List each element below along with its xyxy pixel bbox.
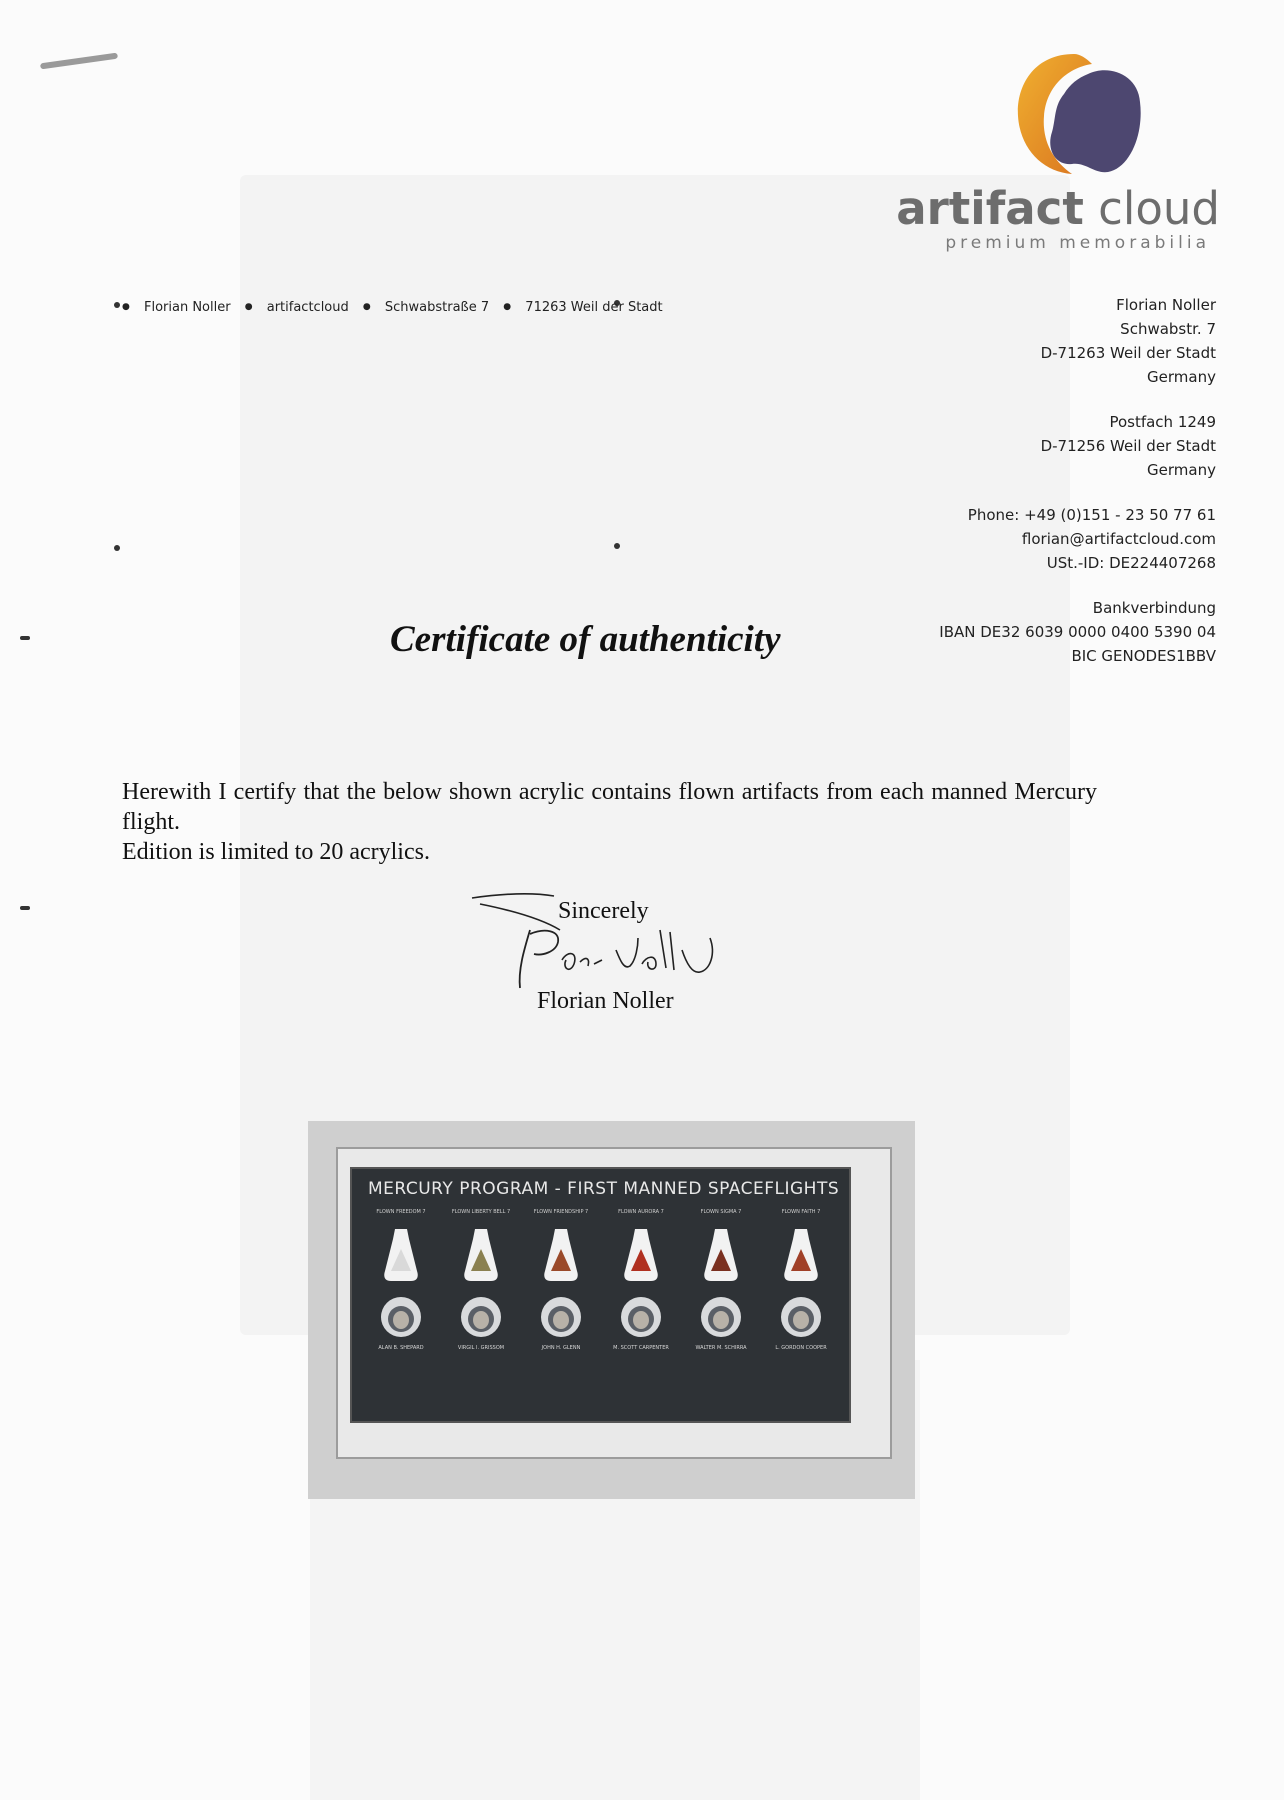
astronaut-portrait-icon (699, 1295, 743, 1339)
astronaut-name: VIRGIL I. GRISSOM (457, 1345, 505, 1351)
astronaut-portrait-icon (459, 1295, 503, 1339)
contact-country: Germany (1147, 368, 1216, 386)
contact-block (939, 293, 1216, 668)
astronaut-portrait-icon (379, 1295, 423, 1339)
contact-vat-id: USt.-ID: DE224407268 (1046, 554, 1216, 572)
acrylic-frame (336, 1147, 892, 1459)
company-logo (896, 45, 1220, 255)
scan-mark (20, 636, 30, 640)
scan-dot (114, 545, 120, 551)
sender-city: 71263 Weil der Stadt (525, 300, 663, 315)
sender-return-address: ● Florian Noller ● artifactcloud ● Schwabstraße 7 ● 71263 Weil der Stadt (122, 300, 663, 315)
flight-column (366, 1209, 436, 1352)
flight-label: FLOWN SIGMA 7 (700, 1209, 742, 1215)
mercury-plaque (350, 1167, 851, 1423)
contact-postbox-city: D-71256 Weil der Stadt (1040, 437, 1216, 455)
signer-name: Florian Noller (537, 988, 674, 1014)
contact-iban: IBAN DE32 6039 0000 0400 5390 04 (939, 623, 1216, 641)
capsule-icon (781, 1227, 821, 1283)
flight-label: FLOWN FREEDOM 7 (376, 1209, 426, 1215)
scan-smudge (40, 53, 118, 70)
flight-column (686, 1209, 756, 1352)
closing-text: Sincerely (558, 898, 649, 924)
astronaut-name: WALTER M. SCHIRRA (695, 1345, 747, 1351)
acrylic-photo (308, 1121, 915, 1499)
contact-city: D-71263 Weil der Stadt (1040, 344, 1216, 362)
flight-label: FLOWN FAITH 7 (781, 1209, 821, 1215)
astronaut-name: M. SCOTT CARPENTER (613, 1345, 669, 1351)
astronaut-portrait-icon (619, 1295, 663, 1339)
logo-tagline: premium memorabilia (945, 233, 1210, 253)
document-title: Certificate of authenticity (390, 619, 781, 660)
sender-company: artifactcloud (266, 300, 349, 315)
sender-street: Schwabstraße 7 (384, 300, 490, 315)
flight-column (446, 1209, 516, 1352)
flight-column (606, 1209, 676, 1352)
capsule-icon (701, 1227, 741, 1283)
edition-note: Edition is limited to 20 acrylics. (122, 839, 430, 865)
contact-name: Florian Noller (1116, 296, 1216, 314)
capsule-icon (541, 1227, 581, 1283)
logo-cloud-icon (1012, 50, 1152, 180)
flight-label: FLOWN AURORA 7 (618, 1209, 664, 1215)
astronaut-portrait-icon (779, 1295, 823, 1339)
certificate-body (122, 777, 1102, 867)
sender-name: Florian Noller (144, 300, 231, 315)
contact-postbox-country: Germany (1147, 461, 1216, 479)
astronaut-name: L. GORDON COOPER (775, 1345, 827, 1351)
astronaut-name: ALAN B. SHEPARD (378, 1345, 424, 1351)
certificate-statement: Herewith I certify that the below shown acrylic contains flown artifacts from each manned Mercury flight. (122, 779, 1097, 835)
scan-mark (20, 906, 30, 910)
capsule-icon (621, 1227, 661, 1283)
flight-column (526, 1209, 596, 1352)
contact-email: florian@artifactcloud.com (1021, 530, 1216, 548)
contact-bic: BIC GENODES1BBV (1071, 647, 1216, 665)
plaque-title: MERCURY PROGRAM - FIRST MANNED SPACEFLIGHTS (368, 1179, 840, 1199)
logo-wordmark: artifact cloud (896, 182, 1220, 235)
flight-label: FLOWN FRIENDSHIP 7 (533, 1209, 589, 1215)
contact-postbox: Postfach 1249 (1109, 413, 1216, 431)
flight-label: FLOWN LIBERTY BELL 7 (451, 1209, 511, 1215)
astronaut-name: JOHN H. GLENN (541, 1345, 581, 1351)
astronaut-portrait-icon (539, 1295, 583, 1339)
scan-dot (614, 543, 620, 549)
contact-phone: Phone: +49 (0)151 - 23 50 77 61 (967, 506, 1216, 524)
flight-column (766, 1209, 836, 1352)
contact-bank-label: Bankverbindung (1092, 599, 1216, 617)
capsule-icon (381, 1227, 421, 1283)
contact-street: Schwabstr. 7 (1120, 320, 1216, 338)
capsule-icon (461, 1227, 501, 1283)
